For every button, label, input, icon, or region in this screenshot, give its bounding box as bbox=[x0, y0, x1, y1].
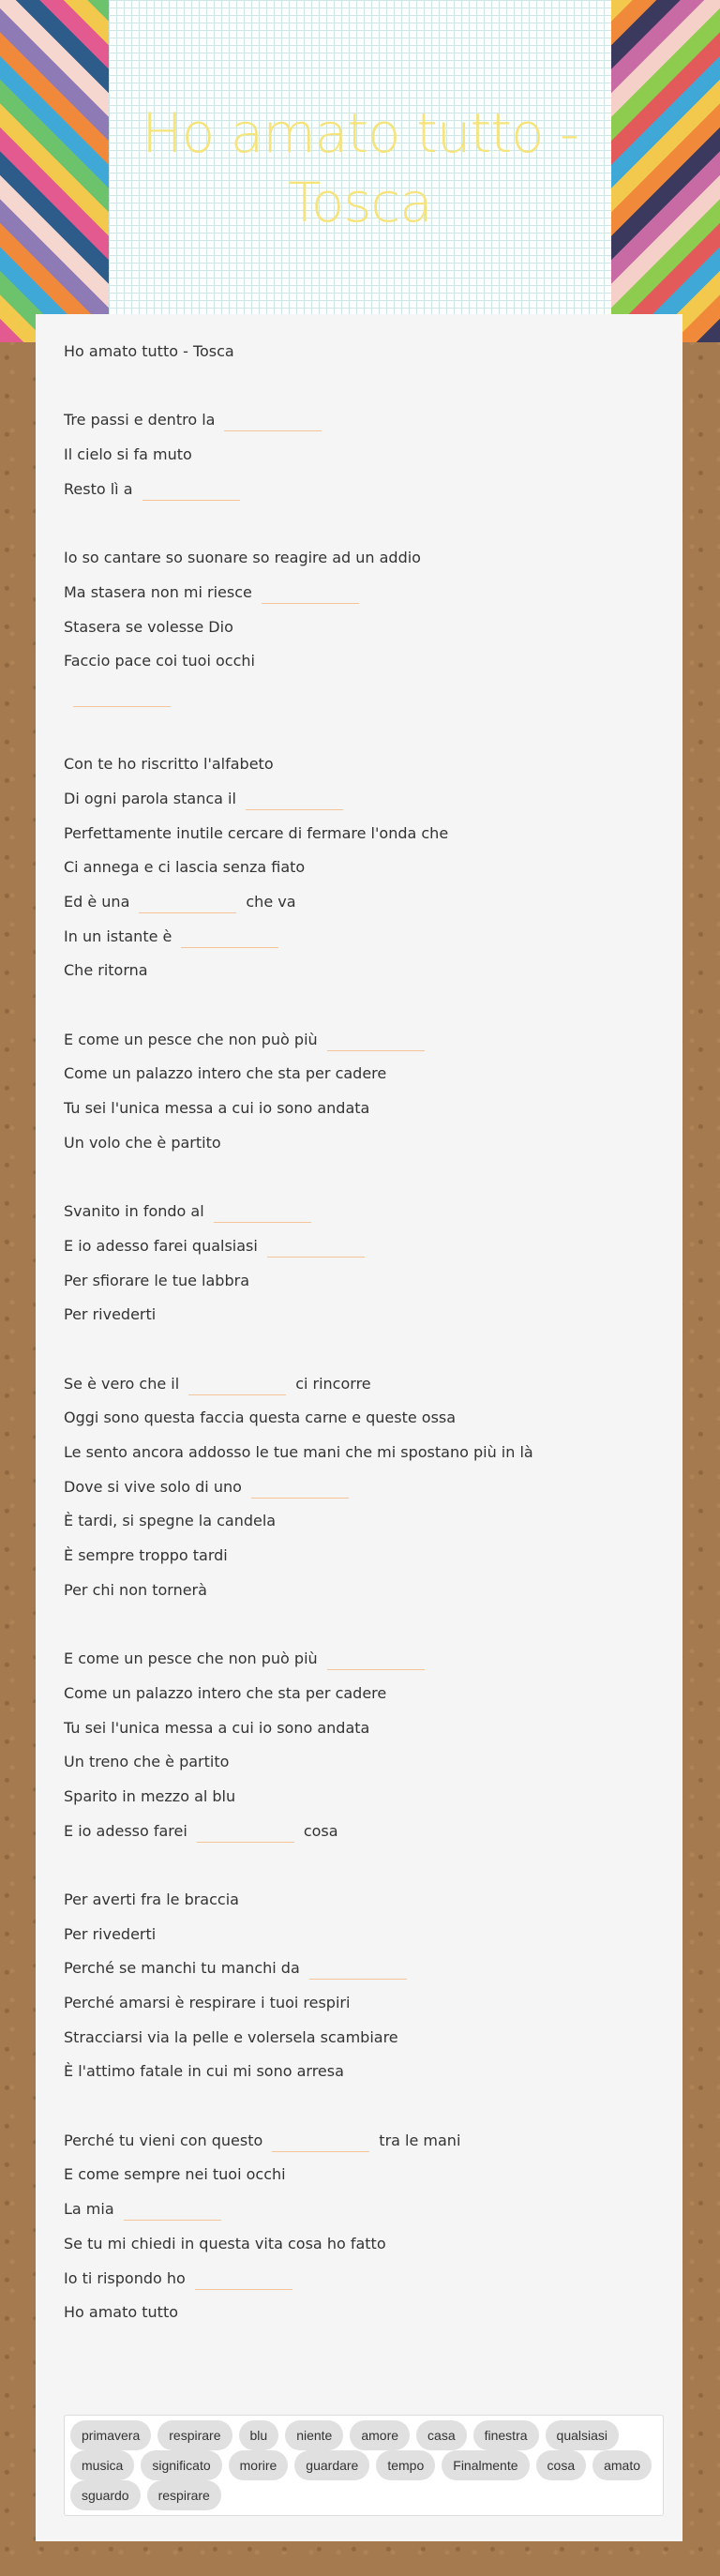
lyrics bbox=[64, 335, 664, 2330]
lyric-line bbox=[64, 1229, 664, 1264]
lyric-line bbox=[64, 1780, 664, 1815]
lyric-line bbox=[64, 506, 664, 541]
lyric-line bbox=[64, 2021, 664, 2056]
lyric-line bbox=[64, 1092, 664, 1126]
word-chip[interactable]: cosa bbox=[536, 2450, 587, 2480]
lyric-text: Di ogni parola stanca il bbox=[64, 789, 236, 807]
lyric-text: Faccio pace coi tuoi occhi bbox=[64, 652, 255, 670]
lyric-line bbox=[64, 679, 664, 714]
lyric-text: Io ti rispondo ho bbox=[64, 2268, 186, 2287]
lyric-text: Le sento ancora addosso le tue mani che mi spostano più in là bbox=[64, 1443, 533, 1461]
lyric-line bbox=[64, 988, 664, 1023]
lyric-line bbox=[64, 1677, 664, 1711]
lyric-text: E come sempre nei tuoi occhi bbox=[64, 2165, 286, 2184]
lyric-line bbox=[64, 714, 664, 748]
lyric-line bbox=[64, 1711, 664, 1746]
lyric-text: Ho amato tutto - Tosca bbox=[64, 342, 234, 360]
lyric-line bbox=[64, 2055, 664, 2089]
lyric-line bbox=[64, 954, 664, 988]
word-chip[interactable]: blu bbox=[239, 2420, 279, 2450]
lyric-text: Perché amarsi è respirare i tuoi respiri bbox=[64, 1994, 351, 2011]
lyric-text: Perfettamente inutile cercare di fermare l'onda che bbox=[64, 823, 449, 842]
lyric-line bbox=[64, 1470, 664, 1505]
word-chip[interactable]: sguardo bbox=[70, 2480, 141, 2510]
lyric-text: È sempre troppo tardi bbox=[64, 1546, 228, 1565]
lyric-text: Tu sei l'unica messa a cui io sono andata bbox=[64, 1099, 370, 1118]
lyric-text: Oggi sono questa faccia questa carne e queste ossa bbox=[64, 1409, 457, 1427]
lyric-text: E come un pesce che non può più bbox=[64, 1650, 318, 1668]
lyric-text: tra le mani bbox=[379, 2131, 461, 2149]
lyric-text: Perché tu vieni con questo bbox=[64, 2131, 263, 2149]
lyric-text: ci rincorre bbox=[295, 1374, 371, 1393]
lyric-line bbox=[64, 1642, 664, 1677]
lyric-text: Svanito in fondo al bbox=[64, 1202, 204, 1221]
lyric-text: Se è vero che il bbox=[64, 1374, 180, 1393]
lyric-line bbox=[64, 1401, 664, 1436]
lyric-line bbox=[64, 2262, 664, 2297]
blank-input[interactable] bbox=[251, 1477, 349, 1499]
word-chip[interactable]: significato bbox=[141, 2450, 221, 2480]
lyric-line bbox=[64, 1126, 664, 1161]
word-chip[interactable]: primavera bbox=[70, 2420, 151, 2450]
lyric-line bbox=[64, 2296, 664, 2330]
lyric-line bbox=[64, 335, 664, 369]
lyric-text: In un istante è bbox=[64, 926, 172, 945]
lyric-line bbox=[64, 782, 664, 817]
lyric-line bbox=[64, 1298, 664, 1333]
blank-input[interactable] bbox=[142, 479, 240, 501]
word-chip[interactable]: amato bbox=[592, 2450, 652, 2480]
word-chip[interactable]: Finalmente bbox=[442, 2450, 529, 2480]
blank-input[interactable] bbox=[197, 1821, 294, 1843]
lyric-text: Tu sei l'unica messa a cui io sono andata bbox=[64, 1718, 370, 1737]
lyric-text: Come un palazzo intero che sta per cadere bbox=[64, 1064, 387, 1083]
lyric-text: Io so cantare so suonare so reagire ad un addio bbox=[64, 549, 421, 567]
lyric-text: che va bbox=[246, 893, 296, 911]
chevron-pattern-left bbox=[0, 0, 109, 342]
blank-input[interactable] bbox=[267, 1236, 365, 1258]
blank-input[interactable] bbox=[214, 1201, 311, 1223]
lyric-line bbox=[64, 473, 664, 507]
lyric-text: La mia bbox=[64, 2200, 114, 2219]
lyric-text: Il cielo si fa muto bbox=[64, 445, 192, 464]
lyric-line bbox=[64, 817, 664, 851]
lyric-text: Un volo che è partito bbox=[64, 1133, 221, 1152]
lyric-line bbox=[64, 403, 664, 438]
header-banner bbox=[0, 0, 720, 342]
lyric-text: Tre passi e dentro la bbox=[64, 411, 216, 429]
lyric-text: Ci annega e ci lascia senza fiato bbox=[64, 858, 306, 877]
lyric-text: E come un pesce che non può più bbox=[64, 1030, 318, 1048]
word-chip[interactable]: respirare bbox=[147, 2480, 221, 2510]
lyric-line bbox=[64, 1918, 664, 1952]
blank-input[interactable] bbox=[181, 926, 278, 948]
word-chip[interactable]: niente bbox=[285, 2420, 343, 2450]
lyric-line bbox=[64, 1367, 664, 1402]
blank-input[interactable] bbox=[139, 892, 236, 913]
lyric-text: Stracciarsi via la pelle e volersela scambiare bbox=[64, 2027, 398, 2046]
blank-input[interactable] bbox=[272, 2131, 369, 2152]
lyric-text: Sparito in mezzo al blu bbox=[64, 1786, 236, 1805]
lyric-line bbox=[64, 1815, 664, 1849]
lyric-line bbox=[64, 2158, 664, 2192]
lyric-line bbox=[64, 1539, 664, 1574]
word-chip[interactable]: morire bbox=[229, 2450, 289, 2480]
lyric-line bbox=[64, 1574, 664, 1608]
page-title: Ho amato tutto - Tosca bbox=[142, 101, 578, 234]
lyric-text: E io adesso farei bbox=[64, 1821, 188, 1840]
word-chip[interactable]: guardare bbox=[294, 2450, 369, 2480]
lyric-text: Con te ho riscritto l'alfabeto bbox=[64, 755, 274, 774]
lyric-line bbox=[64, 1333, 664, 1367]
lyric-line bbox=[64, 644, 664, 679]
lyric-line bbox=[64, 1607, 664, 1642]
lyric-line bbox=[64, 610, 664, 645]
lyric-text: Dove si vive solo di uno bbox=[64, 1477, 242, 1496]
lyric-line bbox=[64, 369, 664, 404]
lyric-line bbox=[64, 2227, 664, 2262]
lyric-text: Perché se manchi tu manchi da bbox=[64, 1959, 300, 1978]
lyric-text: Per chi non tornerà bbox=[64, 1580, 207, 1599]
word-bank bbox=[64, 2415, 664, 2516]
lyric-line bbox=[64, 2124, 664, 2159]
blank-input[interactable] bbox=[327, 1649, 425, 1670]
blank-input[interactable] bbox=[262, 582, 359, 604]
word-chip[interactable]: qualsiasi bbox=[546, 2420, 619, 2450]
lyric-line bbox=[64, 1264, 664, 1299]
word-chip[interactable]: tempo bbox=[376, 2450, 435, 2480]
lyric-text: Un treno che è partito bbox=[64, 1753, 230, 1771]
lyric-text: cosa bbox=[303, 1821, 338, 1840]
word-chip[interactable]: respirare bbox=[158, 2420, 232, 2450]
lyric-line bbox=[64, 2089, 664, 2124]
chevron-pattern-right bbox=[611, 0, 720, 342]
lyric-line bbox=[64, 1023, 664, 1058]
lyric-text: E io adesso farei qualsiasi bbox=[64, 1236, 258, 1255]
lyric-line bbox=[64, 1504, 664, 1539]
word-chip[interactable]: musica bbox=[70, 2450, 134, 2480]
blank-input[interactable] bbox=[309, 1958, 407, 1980]
lyric-line bbox=[64, 885, 664, 920]
lyric-line bbox=[64, 541, 664, 576]
blank-input[interactable] bbox=[73, 685, 171, 707]
lyric-line bbox=[64, 2192, 664, 2227]
lyric-line bbox=[64, 747, 664, 782]
lyric-line bbox=[64, 1436, 664, 1470]
blank-input[interactable] bbox=[195, 2268, 292, 2290]
lyric-line bbox=[64, 1951, 664, 1986]
lyric-text: Per sfiorare le tue labbra bbox=[64, 1271, 249, 1289]
lyric-line bbox=[64, 851, 664, 885]
lyric-text: Per rivederti bbox=[64, 1305, 157, 1324]
word-chip[interactable]: casa bbox=[416, 2420, 467, 2450]
blank-input[interactable] bbox=[327, 1030, 425, 1051]
lyric-line bbox=[64, 576, 664, 610]
lyric-line bbox=[64, 438, 664, 473]
lyric-text: È l'attimo fatale in cui mi sono arresa bbox=[64, 2062, 344, 2081]
lyric-text: Che ritorna bbox=[64, 961, 148, 980]
lyric-line bbox=[64, 1848, 664, 1883]
blank-input[interactable] bbox=[124, 2199, 221, 2221]
lyric-line bbox=[64, 1161, 664, 1196]
lyric-text: Ho amato tutto bbox=[64, 2303, 178, 2322]
lyric-line bbox=[64, 1057, 664, 1092]
lyric-text: È tardi, si spegne la candela bbox=[64, 1512, 277, 1530]
lyric-text: Se tu mi chiedi in questa vita cosa ho fatto bbox=[64, 2234, 386, 2252]
blank-input[interactable] bbox=[188, 1374, 286, 1395]
word-chip[interactable]: finestra bbox=[473, 2420, 539, 2450]
lyric-line bbox=[64, 1195, 664, 1229]
lyric-line bbox=[64, 1745, 664, 1780]
lyric-text: Per averti fra le braccia bbox=[64, 1890, 239, 1908]
lyric-line bbox=[64, 1883, 664, 1918]
lyric-text: Resto lì a bbox=[64, 479, 133, 498]
lyric-text: Ed è una bbox=[64, 893, 130, 911]
lyric-text: Stasera se volesse Dio bbox=[64, 617, 233, 636]
lyric-text: Per rivederti bbox=[64, 1924, 157, 1943]
worksheet-card bbox=[36, 314, 682, 2541]
lyric-text: Come un palazzo intero che sta per cadere bbox=[64, 1683, 387, 1702]
lyric-text: Ma stasera non mi riesce bbox=[64, 582, 252, 601]
lyric-line bbox=[64, 1986, 664, 2021]
lyric-line bbox=[64, 920, 664, 955]
blank-input[interactable] bbox=[246, 789, 343, 810]
word-chip[interactable]: amore bbox=[350, 2420, 410, 2450]
blank-input[interactable] bbox=[224, 410, 322, 431]
